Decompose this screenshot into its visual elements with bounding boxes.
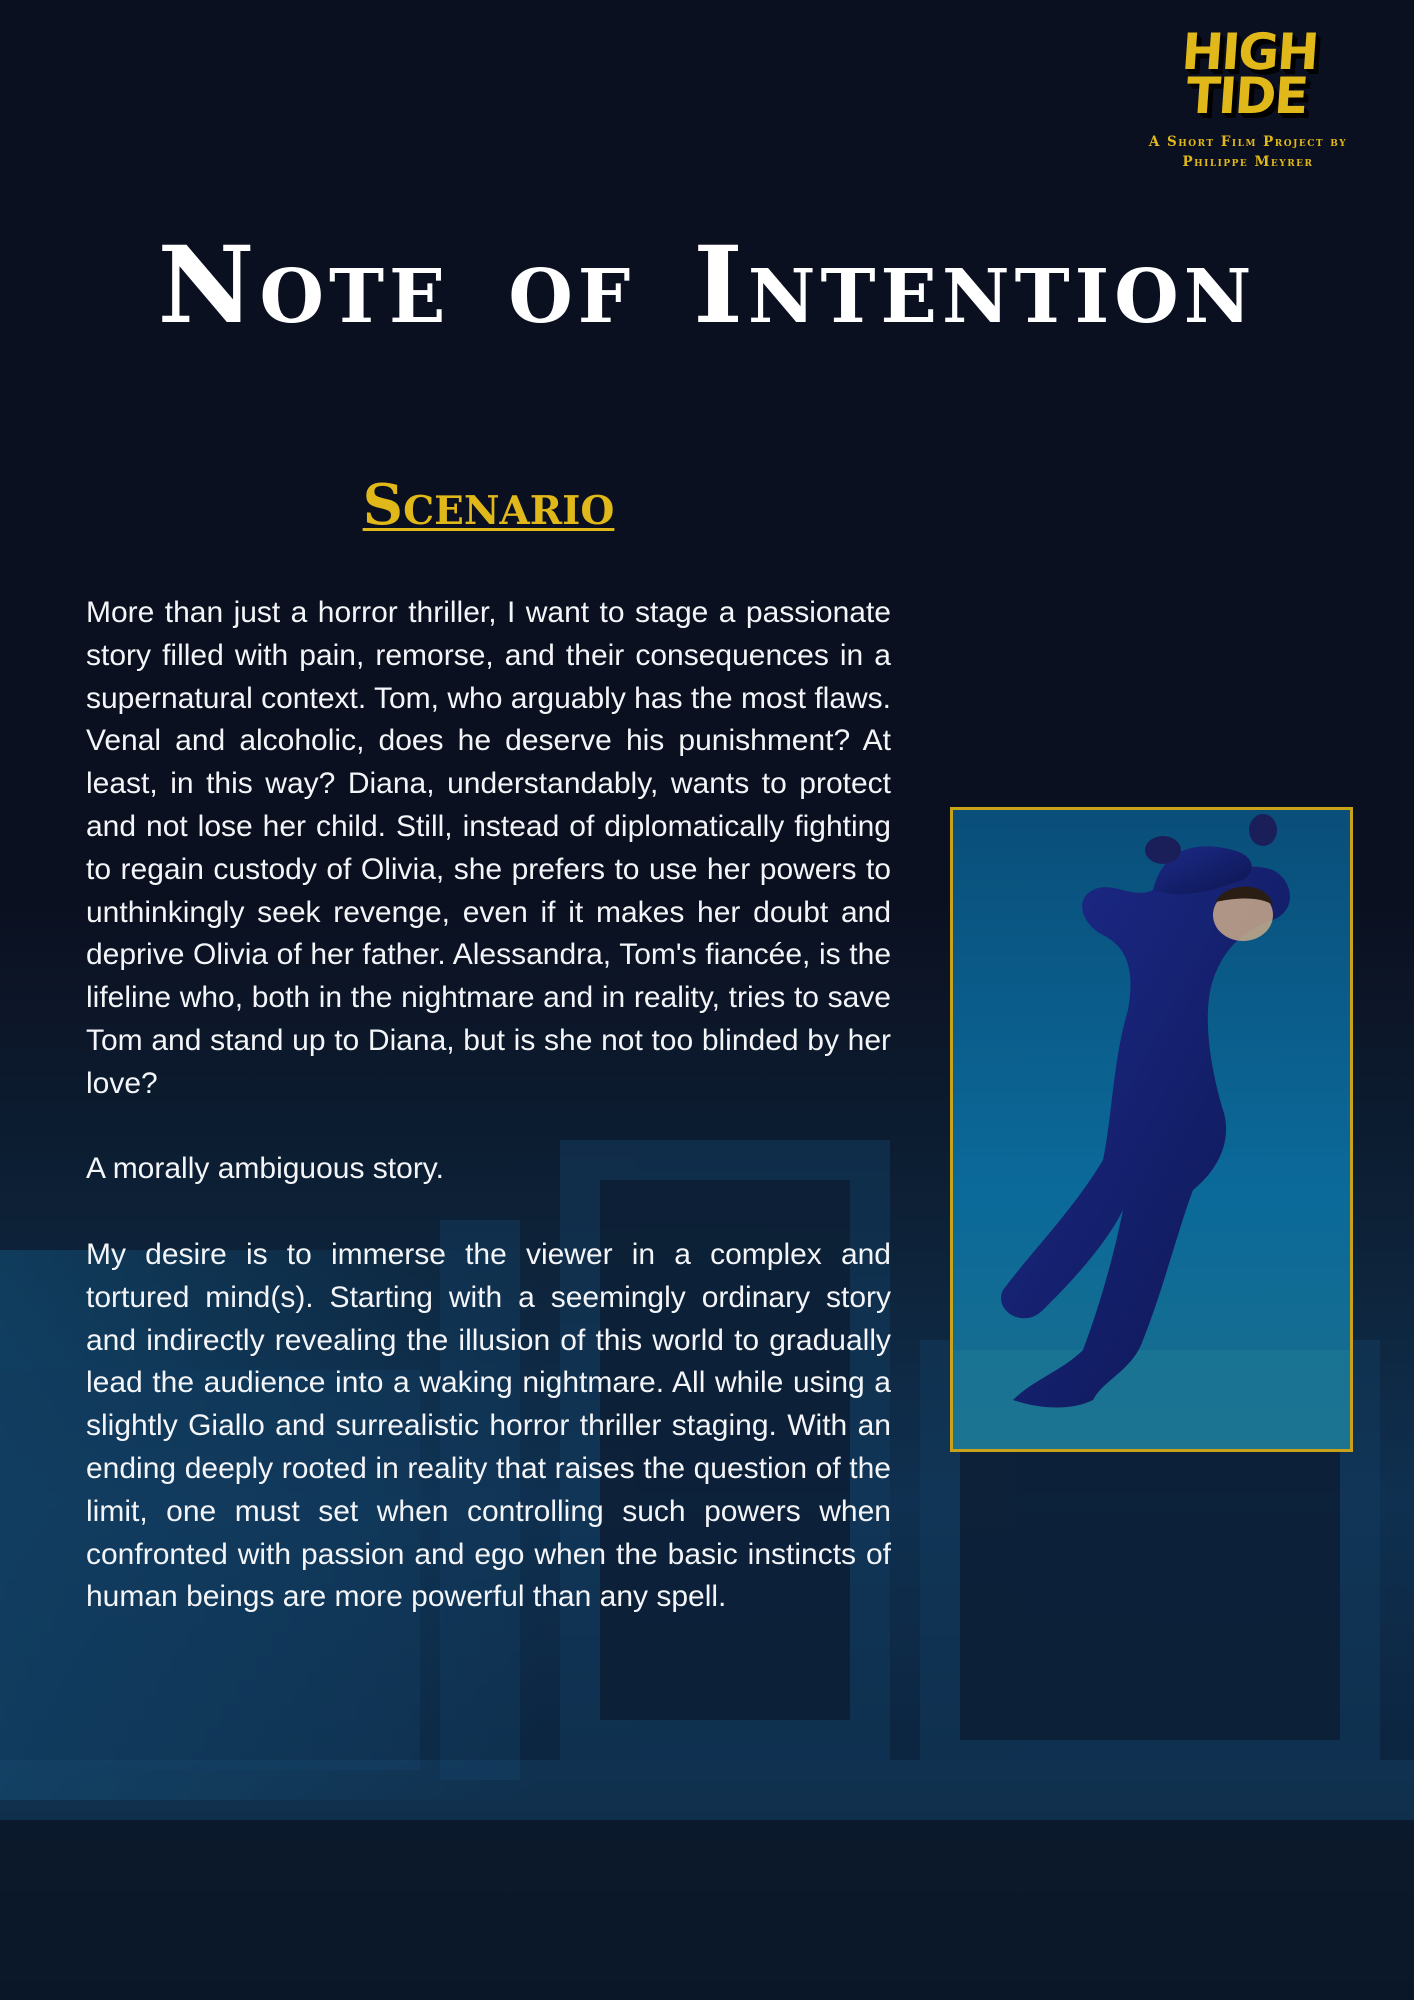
logo-line-1: HIGH	[1179, 23, 1320, 81]
paragraph: More than just a horror thriller, I want to stage a passionate story filled with pain, remorse, and their consequences in a supernatural context. Tom, who arguably has the most flaws. Venal and alcoholic, does he deserve his punishment? At least, in this way? Diana, understandably, wants to protect and not lose her child. Still, instead of diplomatically fighting to regain custody of Olivia, she prefers to use her powers to unthinkingly seek revenge, even if it makes her doubt and deprive Olivia of her father. Alessandra, Tom's fiancée, is the lifeline who, both in the nightmare and in reality, tries to save Tom and stand up to Diana, but is she not too blinded by her love?	[86, 596, 891, 1100]
falling-man-image	[953, 810, 1350, 1449]
film-still-photo	[950, 807, 1353, 1452]
logo-tagline: A Short Film Project by Philippe Meyrer	[1148, 134, 1348, 170]
logo-wordmark	[1115, 23, 1381, 125]
body-text	[86, 592, 891, 1662]
logo	[1118, 23, 1378, 172]
logo-line-2: TIDE	[1184, 67, 1309, 125]
paragraph: My desire is to immerse the viewer in a complex and tortured mind(s). Starting with a seemingly ordinary story and indirectly revealing the illusion of this world to gradually lead the audience into a waking nightmare. All while using a slightly Giallo and surrealistic horror thriller staging. With an ending deeply rooted in reality that raises the question of the limit, one must set when controlling such powers when confronted with passion and ego when the basic instincts of human beings are more powerful than any spell.	[86, 1237, 891, 1614]
page-title: Note of Intention	[157, 222, 1257, 347]
paragraph: A morally ambiguous story.	[86, 1152, 444, 1186]
section-heading: Scenario	[362, 472, 615, 538]
